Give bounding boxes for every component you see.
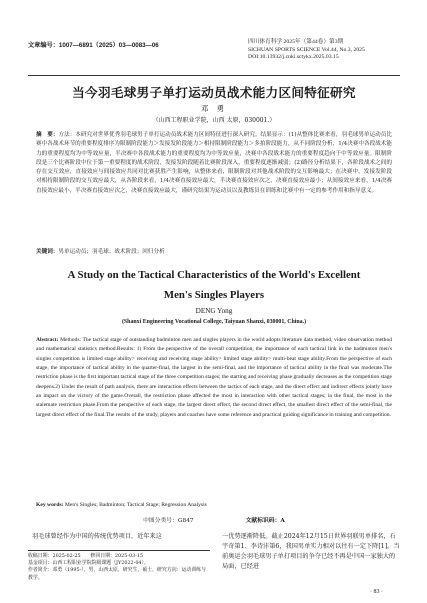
body-right-column: 一优势逐渐降低。截止2024年12月15日世界羽联男单排名，石宇奇第1、李诗沣第6，我国男单实力相对以往有一定下降[1]。当前奥运会羽毛球男子单打项目的争夺已经不再是中国一家独大的局面，已经进 [222,533,400,570]
chinese-author: 邓 勇 [200,104,228,113]
journal-info [248,39,365,62]
chinese-abstract-text: 方法：本研究对世界优秀羽毛球男子单打运动员战术能力区间特征进行深入研究。结果显示：(1)从整体比赛来看，羽毛球男单运动员比赛中各战术环节的重要程度排序为限制阶段能力＞发接发阶段能力＞相持限制阶段能力＞多拍阶段能力，从不同阶段分析，1/4决赛中各段战术能力的重要程度均为中等效应量，半决赛中各段战术能力的重要程度均为中等效应量，决赛中各段战术能力的重要程度趋向于中等效应量。限制阶段是三个比赛阶段中位于第一重要程度的战术阶段，发接发阶段随着比赛阶段深入，重要程度逐渐减弱；(2)路径分析结果下，各阶段战术之间的存在交互效应，直接效应与间接效应共同对比赛获胜产生影响，从整体来看，限制阶段对其他战术阶段的交互影响最大；在决赛中，发接发阶段对相持限制阶段的交互效应最大，从各阶段来看，1/4决赛直接效应最大，半决赛直接效应次之，决赛直接效应最小；从间接效应来看，1/4决赛直接效应最小，半决赛直接效应次之，决赛直接效应最大，谨研究结果为运动员以及教练员在训练和比赛中有一定的参考作用和指导意义。 [36,132,392,194]
page-number: · 83 · [370,589,383,595]
clc-number: 中图分类号：G847 [143,518,194,524]
footnote-author: 作者简介：邓勇（1995-），男，山西太原，研究生，硕士，研究方向：运动训练与教学。 [28,567,206,581]
chinese-keywords-label: 关键词： [36,249,59,255]
english-keywords-text: Men's Singles; Badminton; Tactical Stage; Regression Analysis [64,502,207,508]
english-title-line: A Study on the Tactical Characteristics of the World's Excellent [67,269,361,281]
footnote-rule [28,550,210,551]
classification-line [28,515,400,524]
document-code: 文献标识码：A [245,518,285,524]
article-number: 文章编号：1007—6891（2025）03—0083—06 [28,42,159,49]
chinese-abstract [36,131,392,196]
english-keywords [36,502,392,508]
body-left-column: 羽毛球曾经作为中国的传统优势项目，近年来这 [32,533,162,540]
header-rule [28,75,400,76]
chinese-abstract-label: 摘 要： [36,132,59,138]
english-abstract-text: Methods: The tactical stage of outstanding badminton men and singles players in the world adopts literature data method, video observation method and mathematical statistics method.Results: 1) From the perspective of the overall competition, the importance of each tactical link in the badminton men's singles competition is limited stage ability> receiving and receiving stage ability> limited stage ability> multi-beat stage ability.From the perspective of each stage, the importance of tactical ability in the quarter-final, the largest in the semi-final, and the importance of tactical ability in the final was moderate.The restriction phase is the first important tactical stage of the three competition stages; the starting and receiving phase gradually decreases as the competition stage deepens.2) Under the result of path analysis, there are interaction effects between the tactics of each stage, and the direct effect and indirect effects jointly have an impact on the victory of the game.Overall, the restriction phase affected the most in interaction with other tactical stages; in the final, the most in the stalemate restriction phase.From the perspective of each stage, the largest direct effect, the second direct effect, the smallest direct effect of the semi-final, the largest direct effect of the final.The results of the study, players and coaches have some reference and practical guiding significance in training and competition. [36,337,392,418]
chinese-title: 当今羽毛球男子单打运动员战术能力区间特征研究 [72,85,356,100]
english-title [28,266,400,305]
english-title-line: Men's Singles Players [163,288,265,301]
chinese-affiliation: （山西工程职业学院，山西 太原，030001.） [152,117,276,124]
english-abstract-label: Abstract: [36,337,59,343]
footnote [28,553,210,582]
footnote-received: 收稿日期：2025-02-25 修回日期：2025-03-15 [28,553,144,559]
english-author: DENG Yong [195,307,233,315]
english-abstract [36,336,392,420]
chinese-keywords-text: 男单运动员；羽毛球；战术阶段；回归分析 [58,249,165,255]
english-affiliation: (Shanxi Engineering Vocational College, Taiyuan Shanxi, 030001, China.) [121,319,307,325]
footnote-fund: 基金项目：山西工程职业学院院级课题（JY2022-04）。 [28,560,149,567]
doi: DOI:10.13932/j.cnki.sctykx.2025.03.15 [248,54,339,61]
journal-cn: 四川体育科学 2025年（第44卷）第3期 [248,39,344,45]
english-keywords-label: Key words: [36,502,64,508]
journal-en: SICHUAN SPORTS SCIENCE Vol.44, No.3, 2025 [248,46,365,53]
chinese-keywords [36,247,392,255]
